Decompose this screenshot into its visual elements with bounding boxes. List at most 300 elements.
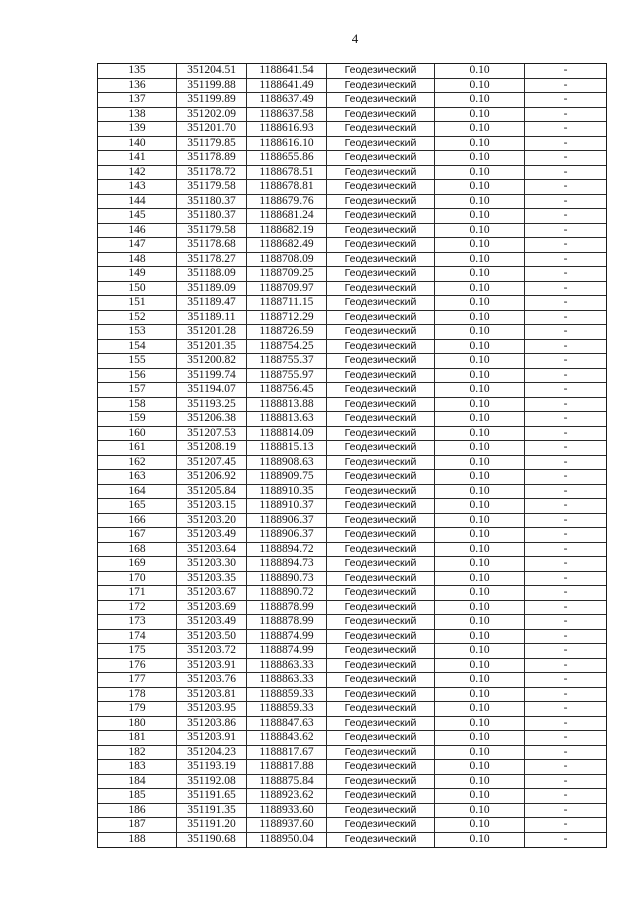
accuracy-cell: 0.10 xyxy=(435,717,525,731)
note-cell: - xyxy=(563,774,568,787)
note-cell: - xyxy=(563,78,568,91)
note-cell: - xyxy=(563,136,568,149)
accuracy-cell: 0.10 xyxy=(435,398,525,412)
method-cell: Геодезический xyxy=(327,224,435,238)
x-coordinate-cell: 351205.84 xyxy=(177,485,247,499)
accuracy-cell: 0.10 xyxy=(435,325,525,339)
table-row xyxy=(98,282,606,297)
note-cell: - xyxy=(563,687,568,700)
accuracy-cell: 0.10 xyxy=(435,572,525,586)
accuracy-cell: 0.10 xyxy=(435,311,525,325)
table-row xyxy=(98,398,606,413)
x-coordinate-cell: 351203.50 xyxy=(177,630,247,644)
table-row xyxy=(98,64,606,79)
table-row xyxy=(98,615,606,630)
point-number-cell: 178 xyxy=(98,688,177,702)
note-cell: - xyxy=(563,383,568,395)
accuracy-cell: 0.10 xyxy=(435,470,525,484)
x-coordinate-cell: 351203.72 xyxy=(177,644,247,658)
note-cell: - xyxy=(563,412,568,424)
method-cell: Геодезический xyxy=(327,644,435,658)
x-coordinate-cell: 351188.09 xyxy=(177,267,247,281)
x-coordinate-cell: 351199.89 xyxy=(177,93,247,107)
x-coordinate-cell: 351203.95 xyxy=(177,702,247,716)
y-coordinate-cell: 1188641.54 xyxy=(247,64,327,78)
method-cell: Геодезический xyxy=(327,180,435,194)
accuracy-cell: 0.10 xyxy=(435,441,525,455)
accuracy-cell: 0.10 xyxy=(435,760,525,774)
note-cell: - xyxy=(563,281,568,294)
y-coordinate-cell: 1188682.19 xyxy=(247,224,327,238)
accuracy-cell: 0.10 xyxy=(435,615,525,629)
table-row xyxy=(98,79,606,94)
note-cell: - xyxy=(563,832,568,845)
x-coordinate-cell: 351189.11 xyxy=(177,311,247,325)
point-number-cell: 145 xyxy=(98,209,177,223)
method-cell: Геодезический xyxy=(327,586,435,600)
accuracy-cell: 0.10 xyxy=(435,340,525,354)
x-coordinate-cell: 351203.69 xyxy=(177,601,247,615)
y-coordinate-cell: 1188813.88 xyxy=(247,398,327,412)
accuracy-cell: 0.10 xyxy=(435,630,525,644)
method-cell: Геодезический xyxy=(327,485,435,499)
x-coordinate-cell: 351203.67 xyxy=(177,586,247,600)
x-coordinate-cell: 351207.53 xyxy=(177,427,247,441)
y-coordinate-cell: 1188726.59 xyxy=(247,325,327,339)
y-coordinate-cell: 1188682.49 xyxy=(247,238,327,252)
y-coordinate-cell: 1188950.04 xyxy=(247,833,327,848)
method-cell: Геодезический xyxy=(327,441,435,455)
point-number-cell: 182 xyxy=(98,746,177,760)
table-row xyxy=(98,470,606,485)
accuracy-cell: 0.10 xyxy=(435,64,525,78)
note-cell: - xyxy=(563,615,568,627)
note-cell: - xyxy=(563,223,568,236)
page-number: 4 xyxy=(351,31,359,46)
method-cell: Геодезический xyxy=(327,354,435,368)
table-row xyxy=(98,224,606,239)
y-coordinate-cell: 1188755.97 xyxy=(247,369,327,383)
note-cell: - xyxy=(563,64,568,76)
note-cell: - xyxy=(563,470,568,482)
table-row xyxy=(98,557,606,572)
table-row xyxy=(98,137,606,152)
x-coordinate-cell: 351202.09 xyxy=(177,108,247,122)
y-coordinate-cell: 1188708.09 xyxy=(247,253,327,267)
accuracy-cell: 0.10 xyxy=(435,224,525,238)
point-number-cell: 158 xyxy=(98,398,177,412)
accuracy-cell: 0.10 xyxy=(435,688,525,702)
table-row xyxy=(98,369,606,384)
x-coordinate-cell: 351189.47 xyxy=(177,296,247,310)
table-row xyxy=(98,572,606,587)
accuracy-cell: 0.10 xyxy=(435,238,525,252)
x-coordinate-cell: 351201.70 xyxy=(177,122,247,136)
y-coordinate-cell: 1188875.84 xyxy=(247,775,327,789)
point-number-cell: 142 xyxy=(98,166,177,180)
accuracy-cell: 0.10 xyxy=(435,485,525,499)
note-cell: - xyxy=(563,107,568,120)
note-cell: - xyxy=(563,629,568,642)
method-cell: Геодезический xyxy=(327,818,435,832)
y-coordinate-cell: 1188908.63 xyxy=(247,456,327,470)
point-number-cell: 146 xyxy=(98,224,177,238)
table-row xyxy=(98,166,606,181)
x-coordinate-cell: 351203.64 xyxy=(177,543,247,557)
point-number-cell: 155 xyxy=(98,354,177,368)
method-cell: Геодезический xyxy=(327,615,435,629)
x-coordinate-cell: 351207.45 xyxy=(177,456,247,470)
accuracy-cell: 0.10 xyxy=(435,282,525,296)
note-cell: - xyxy=(563,528,568,540)
table-row xyxy=(98,253,606,268)
method-cell: Геодезический xyxy=(327,64,435,78)
point-number-cell: 152 xyxy=(98,311,177,325)
table-row xyxy=(98,543,606,558)
y-coordinate-cell: 1188641.49 xyxy=(247,79,327,93)
point-number-cell: 140 xyxy=(98,137,177,151)
point-number-cell: 166 xyxy=(98,514,177,528)
point-number-cell: 172 xyxy=(98,601,177,615)
point-number-cell: 135 xyxy=(98,64,177,78)
point-number-cell: 171 xyxy=(98,586,177,600)
y-coordinate-cell: 1188874.99 xyxy=(247,644,327,658)
y-coordinate-cell: 1188616.10 xyxy=(247,137,327,151)
x-coordinate-cell: 351194.07 xyxy=(177,383,247,397)
x-coordinate-cell: 351203.35 xyxy=(177,572,247,586)
point-number-cell: 165 xyxy=(98,499,177,513)
point-number-cell: 141 xyxy=(98,151,177,165)
method-cell: Геодезический xyxy=(327,383,435,397)
method-cell: Геодезический xyxy=(327,659,435,673)
accuracy-cell: 0.10 xyxy=(435,731,525,745)
y-coordinate-cell: 1188906.37 xyxy=(247,528,327,542)
table-row xyxy=(98,485,606,500)
y-coordinate-cell: 1188678.81 xyxy=(247,180,327,194)
accuracy-cell: 0.10 xyxy=(435,514,525,528)
x-coordinate-cell: 351179.58 xyxy=(177,180,247,194)
method-cell: Геодезический xyxy=(327,195,435,209)
accuracy-cell: 0.10 xyxy=(435,93,525,107)
y-coordinate-cell: 1188681.24 xyxy=(247,209,327,223)
note-cell: - xyxy=(563,354,568,366)
x-coordinate-cell: 351178.27 xyxy=(177,253,247,267)
point-number-cell: 144 xyxy=(98,195,177,209)
y-coordinate-cell: 1188909.75 xyxy=(247,470,327,484)
x-coordinate-cell: 351178.89 xyxy=(177,151,247,165)
accuracy-cell: 0.10 xyxy=(435,702,525,716)
note-cell: - xyxy=(563,122,568,134)
method-cell: Геодезический xyxy=(327,93,435,107)
method-cell: Геодезический xyxy=(327,543,435,557)
table-row xyxy=(98,441,606,456)
point-number-cell: 175 xyxy=(98,644,177,658)
method-cell: Геодезический xyxy=(327,804,435,818)
y-coordinate-cell: 1188843.62 xyxy=(247,731,327,745)
table-row xyxy=(98,383,606,398)
note-cell: - xyxy=(563,339,568,352)
method-cell: Геодезический xyxy=(327,311,435,325)
x-coordinate-cell: 351203.91 xyxy=(177,731,247,745)
note-cell: - xyxy=(563,93,568,105)
accuracy-cell: 0.10 xyxy=(435,412,525,426)
accuracy-cell: 0.10 xyxy=(435,818,525,832)
note-cell: - xyxy=(563,818,568,830)
table-row xyxy=(98,340,606,355)
y-coordinate-cell: 1188906.37 xyxy=(247,514,327,528)
x-coordinate-cell: 351179.58 xyxy=(177,224,247,238)
table-row xyxy=(98,354,606,369)
table-row xyxy=(98,180,606,195)
note-cell: - xyxy=(563,702,568,714)
note-cell: - xyxy=(563,789,568,801)
method-cell: Геодезический xyxy=(327,702,435,716)
note-cell: - xyxy=(563,731,568,743)
note-cell: - xyxy=(563,252,568,265)
table-row xyxy=(98,673,606,688)
y-coordinate-cell: 1188815.13 xyxy=(247,441,327,455)
x-coordinate-cell: 351203.81 xyxy=(177,688,247,702)
point-number-cell: 137 xyxy=(98,93,177,107)
accuracy-cell: 0.10 xyxy=(435,456,525,470)
table-row xyxy=(98,514,606,529)
method-cell: Геодезический xyxy=(327,340,435,354)
x-coordinate-cell: 351206.92 xyxy=(177,470,247,484)
x-coordinate-cell: 351180.37 xyxy=(177,195,247,209)
method-cell: Геодезический xyxy=(327,427,435,441)
x-coordinate-cell: 351203.30 xyxy=(177,557,247,571)
x-coordinate-cell: 351189.09 xyxy=(177,282,247,296)
method-cell: Геодезический xyxy=(327,369,435,383)
accuracy-cell: 0.10 xyxy=(435,601,525,615)
y-coordinate-cell: 1188756.45 xyxy=(247,383,327,397)
point-number-cell: 148 xyxy=(98,253,177,267)
x-coordinate-cell: 351203.49 xyxy=(177,528,247,542)
method-cell: Геодезический xyxy=(327,79,435,93)
note-cell: - xyxy=(563,165,568,178)
point-number-cell: 168 xyxy=(98,543,177,557)
y-coordinate-cell: 1188894.73 xyxy=(247,557,327,571)
accuracy-cell: 0.10 xyxy=(435,427,525,441)
table-row xyxy=(98,195,606,210)
x-coordinate-cell: 351190.68 xyxy=(177,833,247,848)
table-row xyxy=(98,528,606,543)
table-row xyxy=(98,93,606,108)
note-cell: - xyxy=(563,644,568,656)
x-coordinate-cell: 351179.85 xyxy=(177,137,247,151)
note-cell: - xyxy=(563,426,568,439)
point-number-cell: 176 xyxy=(98,659,177,673)
x-coordinate-cell: 351192.08 xyxy=(177,775,247,789)
accuracy-cell: 0.10 xyxy=(435,267,525,281)
table-row xyxy=(98,325,606,340)
point-number-cell: 150 xyxy=(98,282,177,296)
y-coordinate-cell: 1188678.51 xyxy=(247,166,327,180)
y-coordinate-cell: 1188814.09 xyxy=(247,427,327,441)
y-coordinate-cell: 1188937.60 xyxy=(247,818,327,832)
y-coordinate-cell: 1188890.72 xyxy=(247,586,327,600)
y-coordinate-cell: 1188874.99 xyxy=(247,630,327,644)
x-coordinate-cell: 351204.51 xyxy=(177,64,247,78)
accuracy-cell: 0.10 xyxy=(435,137,525,151)
x-coordinate-cell: 351201.35 xyxy=(177,340,247,354)
point-number-cell: 153 xyxy=(98,325,177,339)
point-number-cell: 162 xyxy=(98,456,177,470)
point-number-cell: 177 xyxy=(98,673,177,687)
point-number-cell: 179 xyxy=(98,702,177,716)
table-row xyxy=(98,412,606,427)
table-row xyxy=(98,238,606,253)
method-cell: Геодезический xyxy=(327,528,435,542)
y-coordinate-cell: 1188754.25 xyxy=(247,340,327,354)
method-cell: Геодезический xyxy=(327,557,435,571)
table-row xyxy=(98,586,606,601)
note-cell: - xyxy=(563,499,568,511)
table-row xyxy=(98,267,606,282)
x-coordinate-cell: 351199.74 xyxy=(177,369,247,383)
x-coordinate-cell: 351204.23 xyxy=(177,746,247,760)
note-cell: - xyxy=(563,441,568,453)
note-cell: - xyxy=(563,542,568,555)
point-number-cell: 181 xyxy=(98,731,177,745)
method-cell: Геодезический xyxy=(327,789,435,803)
x-coordinate-cell: 351203.20 xyxy=(177,514,247,528)
table-row xyxy=(98,717,606,732)
method-cell: Геодезический xyxy=(327,209,435,223)
table-row xyxy=(98,151,606,166)
note-cell: - xyxy=(563,267,568,279)
point-number-cell: 159 xyxy=(98,412,177,426)
y-coordinate-cell: 1188655.86 xyxy=(247,151,327,165)
accuracy-cell: 0.10 xyxy=(435,659,525,673)
method-cell: Геодезический xyxy=(327,267,435,281)
method-cell: Геодезический xyxy=(327,166,435,180)
accuracy-cell: 0.10 xyxy=(435,804,525,818)
accuracy-cell: 0.10 xyxy=(435,79,525,93)
note-cell: - xyxy=(563,803,568,816)
table-row xyxy=(98,499,606,514)
y-coordinate-cell: 1188894.72 xyxy=(247,543,327,557)
accuracy-cell: 0.10 xyxy=(435,746,525,760)
accuracy-cell: 0.10 xyxy=(435,499,525,513)
accuracy-cell: 0.10 xyxy=(435,775,525,789)
note-cell: - xyxy=(563,151,568,163)
y-coordinate-cell: 1188709.97 xyxy=(247,282,327,296)
y-coordinate-cell: 1188863.33 xyxy=(247,659,327,673)
x-coordinate-cell: 351203.15 xyxy=(177,499,247,513)
point-number-cell: 169 xyxy=(98,557,177,571)
y-coordinate-cell: 1188859.33 xyxy=(247,688,327,702)
x-coordinate-cell: 351191.65 xyxy=(177,789,247,803)
method-cell: Геодезический xyxy=(327,630,435,644)
y-coordinate-cell: 1188817.88 xyxy=(247,760,327,774)
x-coordinate-cell: 351199.88 xyxy=(177,79,247,93)
method-cell: Геодезический xyxy=(327,325,435,339)
method-cell: Геодезический xyxy=(327,296,435,310)
table-row xyxy=(98,731,606,746)
note-cell: - xyxy=(563,296,568,308)
method-cell: Геодезический xyxy=(327,470,435,484)
note-cell: - xyxy=(563,745,568,758)
x-coordinate-cell: 351203.86 xyxy=(177,717,247,731)
point-number-cell: 143 xyxy=(98,180,177,194)
y-coordinate-cell: 1188709.25 xyxy=(247,267,327,281)
x-coordinate-cell: 351201.28 xyxy=(177,325,247,339)
point-number-cell: 160 xyxy=(98,427,177,441)
accuracy-cell: 0.10 xyxy=(435,296,525,310)
accuracy-cell: 0.10 xyxy=(435,108,525,122)
note-cell: - xyxy=(563,397,568,410)
note-cell: - xyxy=(563,484,568,497)
table-row xyxy=(98,818,606,833)
y-coordinate-cell: 1188878.99 xyxy=(247,615,327,629)
method-cell: Геодезический xyxy=(327,775,435,789)
point-number-cell: 170 xyxy=(98,572,177,586)
accuracy-cell: 0.10 xyxy=(435,644,525,658)
table-row xyxy=(98,296,606,311)
x-coordinate-cell: 351200.82 xyxy=(177,354,247,368)
method-cell: Геодезический xyxy=(327,601,435,615)
y-coordinate-cell: 1188878.99 xyxy=(247,601,327,615)
accuracy-cell: 0.10 xyxy=(435,789,525,803)
y-coordinate-cell: 1188859.33 xyxy=(247,702,327,716)
y-coordinate-cell: 1188910.35 xyxy=(247,485,327,499)
x-coordinate-cell: 351193.25 xyxy=(177,398,247,412)
table-row xyxy=(98,209,606,224)
point-number-cell: 136 xyxy=(98,79,177,93)
point-number-cell: 184 xyxy=(98,775,177,789)
method-cell: Геодезический xyxy=(327,412,435,426)
accuracy-cell: 0.10 xyxy=(435,122,525,136)
accuracy-cell: 0.10 xyxy=(435,557,525,571)
note-cell: - xyxy=(563,600,568,613)
note-cell: - xyxy=(563,673,568,685)
note-cell: - xyxy=(563,310,568,323)
note-cell: - xyxy=(563,368,568,381)
method-cell: Геодезический xyxy=(327,688,435,702)
point-number-cell: 154 xyxy=(98,340,177,354)
point-number-cell: 174 xyxy=(98,630,177,644)
method-cell: Геодезический xyxy=(327,398,435,412)
coordinates-table xyxy=(97,63,607,848)
point-number-cell: 180 xyxy=(98,717,177,731)
table-row xyxy=(98,108,606,123)
point-number-cell: 156 xyxy=(98,369,177,383)
method-cell: Геодезический xyxy=(327,731,435,745)
method-cell: Геодезический xyxy=(327,717,435,731)
point-number-cell: 167 xyxy=(98,528,177,542)
method-cell: Геодезический xyxy=(327,151,435,165)
method-cell: Геодезический xyxy=(327,253,435,267)
note-cell: - xyxy=(563,571,568,584)
point-number-cell: 151 xyxy=(98,296,177,310)
x-coordinate-cell: 351203.76 xyxy=(177,673,247,687)
accuracy-cell: 0.10 xyxy=(435,383,525,397)
note-cell: - xyxy=(563,238,568,250)
note-cell: - xyxy=(563,716,568,729)
y-coordinate-cell: 1188616.93 xyxy=(247,122,327,136)
note-cell: - xyxy=(563,209,568,221)
x-coordinate-cell: 351178.68 xyxy=(177,238,247,252)
table-row xyxy=(98,456,606,471)
y-coordinate-cell: 1188910.37 xyxy=(247,499,327,513)
table-row xyxy=(98,702,606,717)
method-cell: Геодезический xyxy=(327,514,435,528)
y-coordinate-cell: 1188755.37 xyxy=(247,354,327,368)
table-row xyxy=(98,644,606,659)
y-coordinate-cell: 1188923.62 xyxy=(247,789,327,803)
note-cell: - xyxy=(563,455,568,468)
